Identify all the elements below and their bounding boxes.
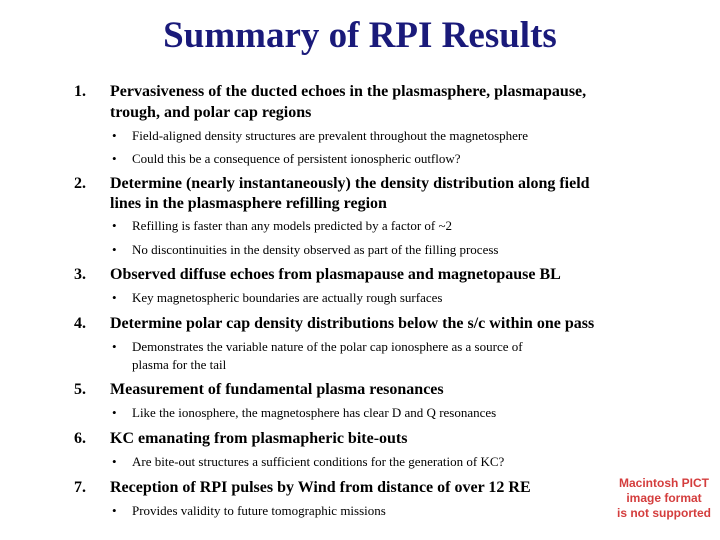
item-number: 5. (74, 381, 86, 398)
sub-bullet-text: Could this be a consequence of persistent ionospheric outflow? (132, 151, 461, 166)
sub-bullet-text: Demonstrates the variable nature of the polar cap ionosphere as a source of (132, 339, 523, 354)
bullet-icon: • (112, 242, 117, 257)
bullet-icon: • (112, 128, 117, 143)
item-number: 1. (74, 83, 86, 100)
sub-bullet-text: No discontinuities in the density observed as part of the filling process (132, 242, 499, 257)
bullet-icon: • (112, 454, 117, 469)
bullet-icon: • (112, 290, 117, 305)
item-number: 6. (74, 430, 86, 447)
pict-notice-line: Macintosh PICT (618, 476, 709, 490)
item-heading: Determine polar cap density distributions below the s/c within one pass (110, 315, 595, 332)
pict-notice-line: image format (626, 491, 702, 505)
bullet-icon: • (112, 339, 117, 354)
sub-bullet-text: Refilling is faster than any models predicted by a factor of ~2 (132, 218, 453, 233)
bullet-icon: • (112, 503, 117, 518)
page-title: Summary of RPI Results (163, 15, 557, 56)
item-number: 7. (74, 479, 86, 496)
sub-bullet-text: Are bite-out structures a sufficient conditions for the generation of KC? (132, 454, 505, 469)
sub-bullet-text: Field-aligned density structures are prevalent throughout the magnetosphere (132, 128, 529, 143)
pict-notice-line: is not supported (617, 506, 711, 520)
item-heading: lines in the plasmasphere refilling region (110, 195, 387, 212)
sub-bullet-text: Key magnetospheric boundaries are actually rough surfaces (132, 290, 443, 305)
bullet-icon: • (112, 218, 117, 233)
sub-bullet-text: plasma for the tail (132, 357, 227, 372)
item-heading: Measurement of fundamental plasma resonances (110, 381, 444, 398)
bullet-icon: • (112, 151, 117, 166)
item-heading: trough, and polar cap regions (110, 104, 312, 121)
item-heading: Pervasiveness of the ducted echoes in the plasmasphere, plasmapause, (110, 83, 587, 100)
item-number: 3. (74, 266, 86, 283)
bullet-icon: • (112, 405, 117, 420)
item-heading: Reception of RPI pulses by Wind from distance of over 12 RE (110, 479, 531, 496)
unsupported-image-notice (608, 476, 720, 521)
sub-bullet-text: Provides validity to future tomographic missions (132, 503, 386, 518)
item-number: 2. (74, 175, 86, 192)
item-heading: Determine (nearly instantaneously) the density distribution along field (110, 175, 590, 192)
item-heading: Observed diffuse echoes from plasmapause and magnetopause BL (110, 266, 561, 283)
item-heading: KC emanating from plasmapheric bite-outs (110, 430, 408, 447)
item-number: 4. (74, 315, 86, 332)
sub-bullet-text: Like the ionosphere, the magnetosphere has clear D and Q resonances (132, 405, 497, 420)
